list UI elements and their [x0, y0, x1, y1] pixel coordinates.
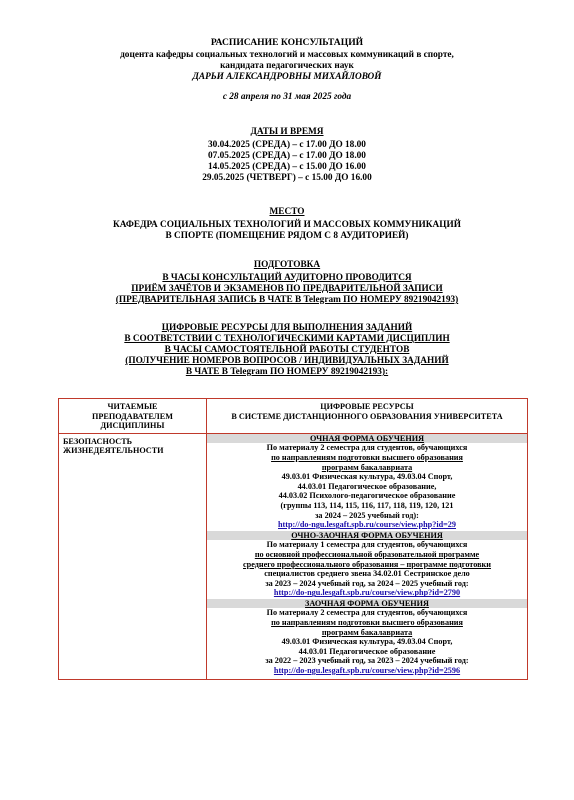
course-link-parttime[interactable]: http://do-ngu.lesgaft.spb.ru/course/view.php?id=2790 [273, 588, 461, 598]
date-item: 14.05.2025 (СРЕДА) – с 15.00 ДО 16.00 [208, 162, 366, 172]
title-period: с 28 апреля по 31 мая 2025 года [222, 92, 352, 102]
prep-line: ПРИЁМ ЗАЧЁТОВ И ЭКЗАМЕНОВ ПО ПРЕДВАРИТЕЛЬНОЙ ЗАПИСИ [131, 284, 443, 294]
title-degree: кандидата педагогических наук [220, 61, 354, 71]
header-text: ПРЕПОДАВАТЕЛЕМ [92, 411, 173, 421]
date-item: 29.05.2025 (ЧЕТВЕРГ) – с 15.00 ДО 16.00 [202, 173, 372, 183]
digital-line: (ПОЛУЧЕНИЕ НОМЕРОВ ВОПРОСОВ / ИНДИВИДУАЛЬНЫХ ЗАДАНИЙ [125, 356, 449, 366]
form-text-line: программ бакалавриата [321, 462, 413, 472]
form-text-line: 44.03.02 Психолого-педагогическое образование [278, 491, 456, 501]
header-text: ДИСЦИПЛИНЫ [100, 421, 165, 431]
title-position: доцента кафедры социальных технологий и массовых коммуникаций в спорте, [120, 50, 454, 60]
form-text-line: по направлениям подготовки высшего образования [271, 452, 463, 462]
form-text-line: По материалу 1 семестра для студентов, обучающихся [266, 540, 468, 550]
date-item: 07.05.2025 (СРЕДА) – с 17.00 ДО 18.00 [208, 151, 366, 161]
form-text-line: По материалу 2 семестра для студентов, обучающихся [266, 608, 468, 618]
digital-line: В СООТВЕТСТВИИ С ТЕХНОЛОГИЧЕСКИМИ КАРТАМИ ДИСЦИПЛИН [124, 334, 450, 344]
digital-block [40, 323, 534, 378]
place-heading: МЕСТО [269, 207, 305, 217]
course-link-fulltime[interactable]: http://do-ngu.lesgaft.spb.ru/course/view.php?id=29 [278, 520, 456, 530]
place-line: КАФЕДРА СОЦИАЛЬНЫХ ТЕХНОЛОГИЙ И МАССОВЫХ КОММУНИКАЦИЙ [113, 220, 461, 230]
form-text-line: По материалу 2 семестра для студентов, обучающихся [266, 443, 468, 453]
form-text-line: за 2022 – 2023 учебный год, за 2023 – 2024 учебный год: [265, 656, 469, 666]
place-line: В СПОРТЕ (ПОМЕЩЕНИЕ РЯДОМ С 8 АУДИТОРИЕЙ) [165, 231, 409, 241]
form-text-line: (группы 113, 114, 115, 116, 117, 118, 119, 120, 121 [280, 500, 454, 510]
table-header-row [59, 399, 528, 434]
form-text-line: 44.03.01 Педагогическое образование [298, 646, 436, 656]
discipline-text: БЕЗОПАСНОСТЬ [63, 436, 133, 446]
form-heading-extramural: ЗАОЧНАЯ ФОРМА ОБУЧЕНИЯ [207, 599, 527, 609]
form-text-line: специалистов среднего звена 34.02.01 Сестринское дело [264, 569, 470, 579]
resources-table [58, 398, 528, 680]
form-text-line: среднего профессионального образования – программе подготовки [243, 559, 491, 569]
prep-heading: ПОДГОТОВКА [253, 260, 321, 270]
form-text-line: по основной профессиональной образовательной программе [254, 549, 480, 559]
form-text-line: по направлениям подготовки высшего образования [271, 618, 463, 628]
discipline-cell [59, 433, 207, 679]
prep-line: (ПРЕДВАРИТЕЛЬНАЯ ЗАПИСЬ В ЧАТЕ В Telegram ПО НОМЕРУ 89219042193) [115, 295, 459, 305]
course-link-extramural[interactable]: http://do-ngu.lesgaft.spb.ru/course/view.php?id=2596 [273, 666, 461, 676]
form-body-extramural [207, 608, 527, 678]
form-text-line: за 2024 – 2025 учебный год): [315, 510, 419, 520]
table-row [59, 433, 528, 679]
col1-header [59, 399, 207, 434]
header-text: ЦИФРОВЫЕ РЕСУРСЫ [320, 402, 414, 411]
digital-line: В ЧАТЕ В Telegram ПО НОМЕРУ 89219042193): [185, 367, 389, 377]
header-text: В СИСТЕМЕ ДИСТАНЦИОННОГО ОБРАЗОВАНИЯ УНИВЕРСИТЕТА [231, 411, 503, 421]
form-heading-parttime: ОЧНО-ЗАОЧНАЯ ФОРМА ОБУЧЕНИЯ [207, 531, 527, 541]
form-text-line: 49.03.01 Физическая культура, 49.03.04 Спорт, [281, 472, 453, 482]
dates-heading: ДАТЫ И ВРЕМЯ [250, 127, 324, 137]
place-block [40, 207, 534, 242]
header-text: ЧИТАЕМЫЕ [107, 402, 158, 411]
form-body-fulltime [207, 443, 527, 530]
digital-line: В ЧАСЫ САМОСТОЯТЕЛЬНОЙ РАБОТЫ СТУДЕНТОВ [164, 345, 410, 355]
col2-header [207, 399, 528, 434]
discipline-text: ЖИЗНЕДЕЯТЕЛЬНОСТИ [63, 446, 164, 456]
form-text-line: 44.03.01 Педагогическое образование, [297, 481, 437, 491]
form-heading-fulltime: ОЧНАЯ ФОРМА ОБУЧЕНИЯ [207, 434, 527, 444]
form-text-line: за 2023 – 2024 учебный год, за 2024 – 2025 учебный год: [265, 578, 469, 588]
date-item: 30.04.2025 (СРЕДА) – с 17.00 ДО 18.00 [208, 140, 366, 150]
digital-line: ЦИФРОВЫЕ РЕСУРСЫ ДЛЯ ВЫПОЛНЕНИЯ ЗАДАНИЙ [161, 323, 413, 333]
title-name: ДАРЬИ АЛЕКСАНДРОВНЫ МИХАЙЛОВОЙ [192, 72, 382, 82]
resources-cell [207, 433, 528, 679]
form-body-parttime [207, 540, 527, 599]
prep-block [40, 260, 534, 306]
dates-block [40, 127, 534, 184]
form-text-line: программ бакалавриата [321, 627, 413, 637]
form-text-line: 49.03.01 Физическая культура, 49.03.04 Спорт, [281, 637, 453, 647]
prep-line: В ЧАСЫ КОНСУЛЬТАЦИЙ АУДИТОРНО ПРОВОДИТСЯ [162, 273, 412, 283]
title-block [40, 37, 534, 103]
title-main: РАСПИСАНИЕ КОНСУЛЬТАЦИЙ [210, 37, 364, 48]
